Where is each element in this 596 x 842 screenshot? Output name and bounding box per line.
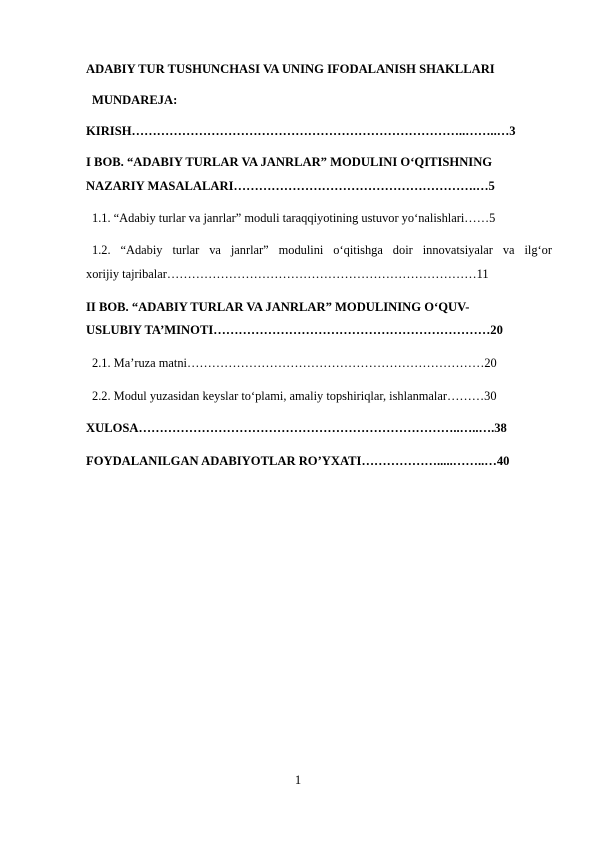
document-title: ADABIY TUR TUSHUNCHASI VA UNING IFODALANISH SHAKLLARI xyxy=(86,62,495,76)
toc-entry-2-1: 2.1. Ma’ruza matni………………………………………………………………20 xyxy=(92,356,497,370)
toc-entry-chapter-2-cont: USLUBIY TA’MINOTI…………………………………………………………20 xyxy=(86,323,503,337)
toc-entry-kirish: KIRISH……………………………………………………………………..……..…3 xyxy=(86,124,516,138)
page-number: 1 xyxy=(294,773,302,787)
toc-entry-1-1: 1.1. “Adabiy turlar va janrlar” moduli taraqqiyotining ustuvor yo‘nalishlari……5 xyxy=(92,211,496,225)
toc-entry-xulosa: XULOSA…………………………………………………………………..…..….38 xyxy=(86,421,507,435)
contents-heading: MUNDAREJA: xyxy=(92,93,178,107)
toc-entry-1-2: 1.2. “Adabiy turlar va janrlar” modulini o‘qitishga doir innovatsiyalar va ilg‘or xyxy=(92,243,552,257)
toc-entry-1-2-cont: xorijiy tajribalar…………………………………………………………………11 xyxy=(86,267,489,281)
toc-entry-chapter-2: II BOB. “ADABIY TURLAR VA JANRLAR” MODULINING O‘QUV- xyxy=(86,300,470,314)
toc-entry-chapter-1-cont: NAZARIY MASALALARI………………………………………………….…5 xyxy=(86,179,495,193)
toc-entry-2-2: 2.2. Modul yuzasidan keyslar to‘plami, amaliy topshiriqlar, ishlanmalar………30 xyxy=(92,389,497,403)
toc-entry-references: FOYDALANILGAN ADABIYOTLAR RO’YXATI……………….....……..…40 xyxy=(86,454,510,468)
toc-entry-chapter-1: I BOB. “ADABIY TURLAR VA JANRLAR” MODULINI O‘QITISHNING xyxy=(86,155,493,169)
